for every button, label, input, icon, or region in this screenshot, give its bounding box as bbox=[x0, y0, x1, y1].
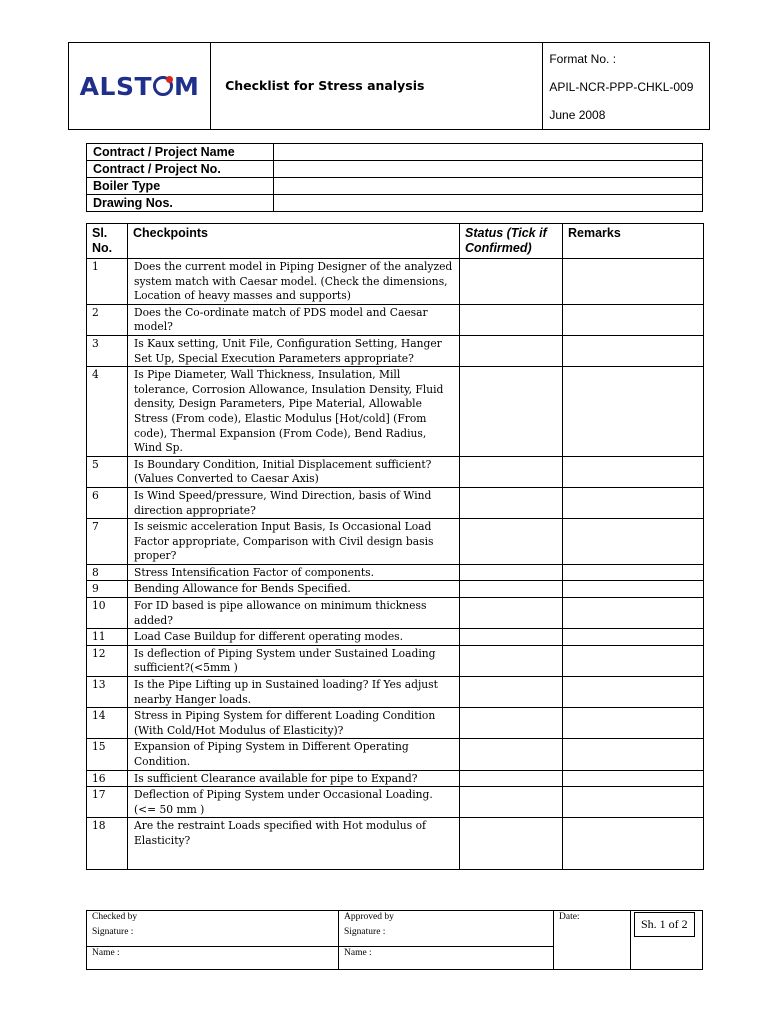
row-checkpoint: For ID based is pipe allowance on minimum thickness added? bbox=[128, 598, 460, 629]
checked-name-field[interactable] bbox=[87, 947, 339, 970]
row-number: 3 bbox=[87, 335, 128, 366]
format-label: Format No. : bbox=[549, 52, 617, 66]
checklist-row bbox=[87, 629, 704, 646]
checklist-row bbox=[87, 708, 704, 739]
checklist-row bbox=[87, 304, 704, 335]
row-number: 18 bbox=[87, 818, 128, 869]
row-remarks-cell[interactable] bbox=[563, 598, 704, 629]
row-remarks-cell[interactable] bbox=[563, 335, 704, 366]
approved-by-label: Approved by bbox=[339, 911, 554, 927]
row-status-cell[interactable] bbox=[460, 770, 563, 787]
row-number: 17 bbox=[87, 787, 128, 818]
row-checkpoint: Does the Co-ordinate match of PDS model and Caesar model? bbox=[128, 304, 460, 335]
row-status-cell[interactable] bbox=[460, 487, 563, 518]
row-status-cell[interactable] bbox=[460, 367, 563, 457]
field-value-contract-no[interactable] bbox=[274, 161, 703, 178]
project-info-table bbox=[86, 143, 703, 212]
field-label: Drawing Nos. bbox=[87, 195, 274, 212]
row-remarks-cell[interactable] bbox=[563, 456, 704, 487]
checklist-row bbox=[87, 677, 704, 708]
project-row bbox=[87, 161, 703, 178]
row-number: 15 bbox=[87, 739, 128, 770]
checked-name-label: Name : bbox=[92, 948, 120, 958]
row-number: 6 bbox=[87, 487, 128, 518]
row-number: 4 bbox=[87, 367, 128, 457]
row-checkpoint: Is sufficient Clearance available for pipe to Expand? bbox=[128, 770, 460, 787]
row-number: 2 bbox=[87, 304, 128, 335]
sheet-number: Sh. 1 of 2 bbox=[634, 912, 695, 937]
checklist-row bbox=[87, 645, 704, 676]
row-remarks-cell[interactable] bbox=[563, 677, 704, 708]
row-checkpoint: Stress Intensification Factor of components. bbox=[128, 564, 460, 581]
field-label: Contract / Project Name bbox=[87, 144, 274, 161]
field-label: Contract / Project No. bbox=[87, 161, 274, 178]
row-remarks-cell[interactable] bbox=[563, 645, 704, 676]
field-label: Boiler Type bbox=[87, 178, 274, 195]
field-value-contract-name[interactable] bbox=[274, 144, 703, 161]
format-date: June 2008 bbox=[549, 108, 606, 122]
field-value-drawing-nos[interactable] bbox=[274, 195, 703, 212]
checked-signature-field[interactable] bbox=[87, 926, 339, 947]
checklist-row bbox=[87, 335, 704, 366]
row-status-cell[interactable] bbox=[460, 259, 563, 305]
row-remarks-cell[interactable] bbox=[563, 487, 704, 518]
row-number: 16 bbox=[87, 770, 128, 787]
row-remarks-cell[interactable] bbox=[563, 770, 704, 787]
checklist-row bbox=[87, 818, 704, 869]
row-checkpoint: Is Wind Speed/pressure, Wind Direction, basis of Wind direction appropriate? bbox=[128, 487, 460, 518]
col-header-sl: Sl. No. bbox=[87, 224, 128, 259]
project-row bbox=[87, 178, 703, 195]
approved-name-field[interactable] bbox=[339, 947, 554, 970]
document-title: Checklist for Stress analysis bbox=[225, 78, 425, 93]
checklist-row bbox=[87, 564, 704, 581]
row-remarks-cell[interactable] bbox=[563, 818, 704, 869]
checklist-row bbox=[87, 739, 704, 770]
project-row bbox=[87, 144, 703, 161]
checklist-table bbox=[86, 223, 704, 870]
logo-o-ring-icon bbox=[153, 76, 173, 96]
field-value-boiler-type[interactable] bbox=[274, 178, 703, 195]
alstom-logo: ALST M bbox=[79, 71, 200, 101]
checked-signature-label: Signature : bbox=[92, 927, 134, 937]
date-cell bbox=[554, 911, 631, 970]
row-checkpoint: Are the restraint Loads specified with Hot modulus of Elasticity? bbox=[128, 818, 460, 869]
row-number: 13 bbox=[87, 677, 128, 708]
row-number: 9 bbox=[87, 581, 128, 598]
row-status-cell[interactable] bbox=[460, 581, 563, 598]
checklist-row bbox=[87, 519, 704, 565]
row-status-cell[interactable] bbox=[460, 598, 563, 629]
checklist-row bbox=[87, 259, 704, 305]
row-checkpoint: Stress in Piping System for different Loading Condition (With Cold/Hot Modulus of Elasticity)? bbox=[128, 708, 460, 739]
row-checkpoint: Deflection of Piping System under Occasional Loading. (<= 50 mm ) bbox=[128, 787, 460, 818]
row-status-cell[interactable] bbox=[460, 645, 563, 676]
row-remarks-cell[interactable] bbox=[563, 304, 704, 335]
row-remarks-cell[interactable] bbox=[563, 787, 704, 818]
col-header-checkpoints: Checkpoints bbox=[128, 224, 460, 259]
approved-signature-field[interactable] bbox=[339, 926, 554, 947]
checklist-row bbox=[87, 598, 704, 629]
row-status-cell[interactable] bbox=[460, 818, 563, 869]
row-checkpoint: Is the Pipe Lifting up in Sustained loading? If Yes adjust nearby Hanger loads. bbox=[128, 677, 460, 708]
row-remarks-cell[interactable] bbox=[563, 581, 704, 598]
checklist-row bbox=[87, 367, 704, 457]
row-remarks-cell[interactable] bbox=[563, 564, 704, 581]
col-header-status: Status (Tick if Confirmed) bbox=[460, 224, 563, 259]
row-remarks-cell[interactable] bbox=[563, 629, 704, 646]
date-label: Date: bbox=[559, 912, 580, 922]
row-remarks-cell[interactable] bbox=[563, 367, 704, 457]
row-status-cell[interactable] bbox=[460, 629, 563, 646]
document-header bbox=[68, 42, 710, 130]
row-number: 11 bbox=[87, 629, 128, 646]
row-status-cell[interactable] bbox=[460, 708, 563, 739]
row-remarks-cell[interactable] bbox=[563, 739, 704, 770]
format-cell bbox=[543, 43, 710, 130]
title-cell bbox=[211, 43, 543, 130]
row-number: 10 bbox=[87, 598, 128, 629]
logo-cell bbox=[69, 43, 211, 130]
row-checkpoint: Is deflection of Piping System under Sustained Loading sufficient?(<5mm ) bbox=[128, 645, 460, 676]
row-number: 14 bbox=[87, 708, 128, 739]
row-status-cell[interactable] bbox=[460, 335, 563, 366]
row-checkpoint: Bending Allowance for Bends Specified. bbox=[128, 581, 460, 598]
row-number: 1 bbox=[87, 259, 128, 305]
checklist-body bbox=[87, 259, 704, 870]
row-status-cell[interactable] bbox=[460, 787, 563, 818]
row-status-cell[interactable] bbox=[460, 564, 563, 581]
checklist-row bbox=[87, 487, 704, 518]
sheet-cell bbox=[631, 911, 703, 970]
checklist-row bbox=[87, 456, 704, 487]
row-status-cell[interactable] bbox=[460, 456, 563, 487]
row-number: 8 bbox=[87, 564, 128, 581]
checklist-row bbox=[87, 770, 704, 787]
checked-by-label: Checked by bbox=[87, 911, 339, 927]
project-row bbox=[87, 195, 703, 212]
row-status-cell[interactable] bbox=[460, 739, 563, 770]
row-status-cell[interactable] bbox=[460, 304, 563, 335]
row-number: 12 bbox=[87, 645, 128, 676]
row-remarks-cell[interactable] bbox=[563, 519, 704, 565]
approved-name-label: Name : bbox=[344, 948, 372, 958]
signoff-table bbox=[86, 910, 703, 970]
checklist-header-row bbox=[87, 224, 704, 259]
col-header-remarks: Remarks bbox=[563, 224, 704, 259]
row-checkpoint: Is Boundary Condition, Initial Displacement sufficient?(Values Converted to Caesar Axis) bbox=[128, 456, 460, 487]
row-status-cell[interactable] bbox=[460, 677, 563, 708]
row-number: 5 bbox=[87, 456, 128, 487]
checklist-row bbox=[87, 581, 704, 598]
checklist-row bbox=[87, 787, 704, 818]
row-checkpoint: Is Pipe Diameter, Wall Thickness, Insulation, Mill tolerance, Corrosion Allowance, Insulation Density, Fluid density, Design Parameters, Pipe Material, Allowable Stress (From code), Elastic Modulus [Hot/cold] (From code), Thermal Expansion (From Code), Bend Radius, Wind Sp. bbox=[128, 367, 460, 457]
row-checkpoint: Is Kaux setting, Unit File, Configuration Setting, Hanger Set Up, Special Execution Parameters appropriate? bbox=[128, 335, 460, 366]
row-checkpoint: Does the current model in Piping Designer of the analyzed system match with Caesar model. (Check the dimensions, Location of heavy masses and supports) bbox=[128, 259, 460, 305]
row-remarks-cell[interactable] bbox=[563, 708, 704, 739]
format-number: APIL-NCR-PPP-CHKL-009 bbox=[549, 80, 694, 94]
row-number: 7 bbox=[87, 519, 128, 565]
row-remarks-cell[interactable] bbox=[563, 259, 704, 305]
approved-signature-label: Signature : bbox=[344, 927, 386, 937]
row-checkpoint: Expansion of Piping System in Different Operating Condition. bbox=[128, 739, 460, 770]
row-checkpoint: Is seismic acceleration Input Basis, Is Occasional Load Factor appropriate, Comparison with Civil design basis proper? bbox=[128, 519, 460, 565]
row-status-cell[interactable] bbox=[460, 519, 563, 565]
row-checkpoint: Load Case Buildup for different operating modes. bbox=[128, 629, 460, 646]
